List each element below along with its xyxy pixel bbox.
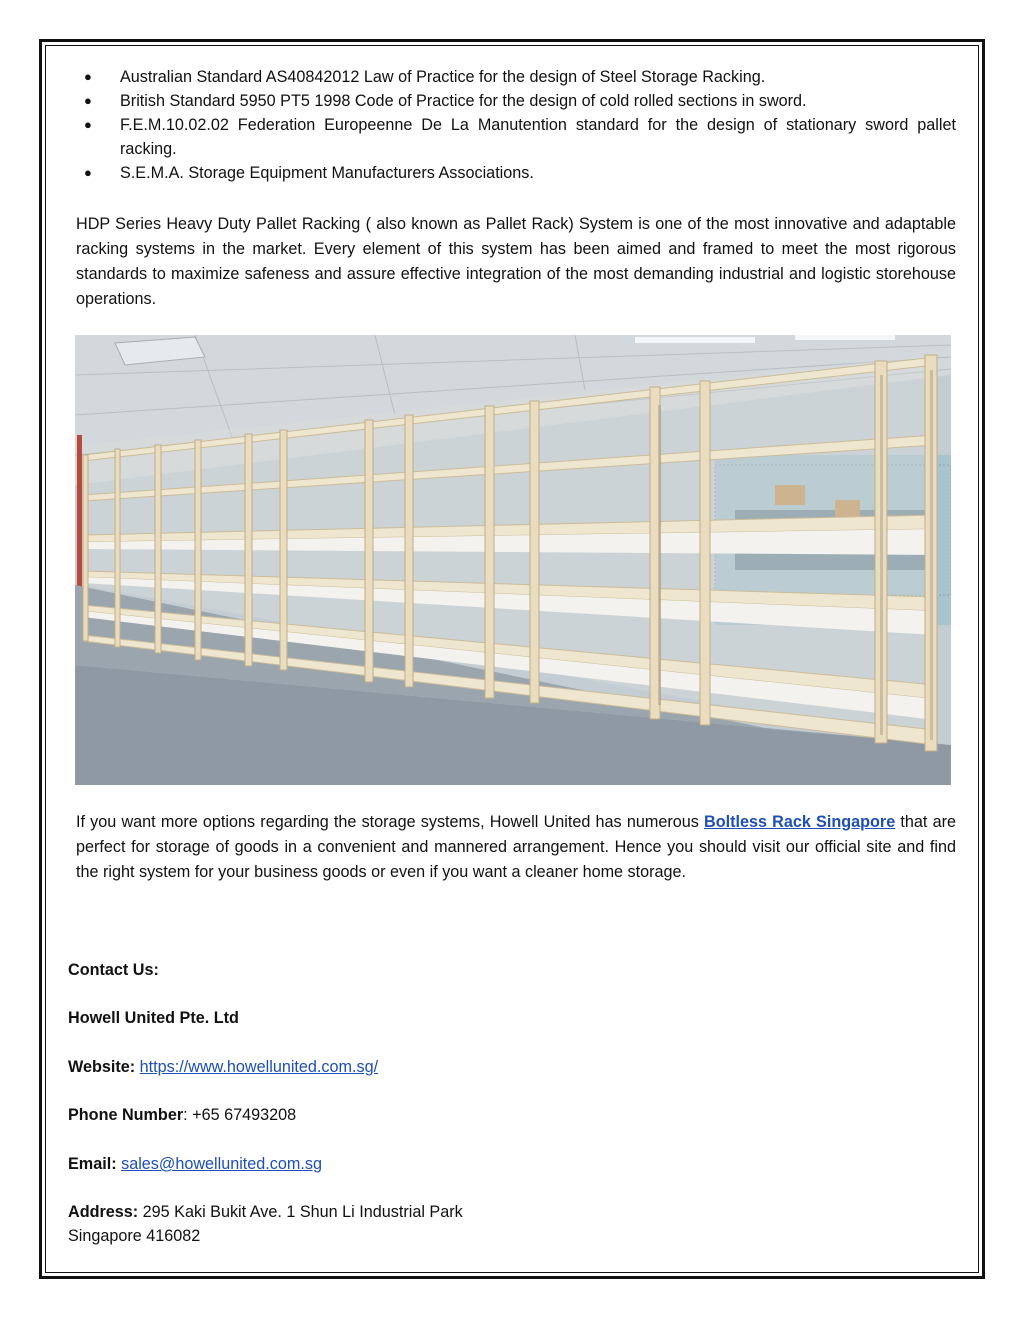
address-block bbox=[68, 1200, 463, 1248]
phone-label: Phone Number bbox=[68, 1106, 184, 1124]
list-item: ● S.E.M.A. Storage Equipment Manufacturers Associations. bbox=[76, 161, 956, 185]
address-label: Address: bbox=[68, 1203, 139, 1221]
boltless-rack-link[interactable]: Boltless Rack Singapore bbox=[704, 813, 896, 831]
email-link[interactable]: sales@howellunited.com.sg bbox=[121, 1155, 322, 1173]
list-item: ● Australian Standard AS40842012 Law of Practice for the design of Steel Storage Racking. bbox=[76, 65, 956, 89]
options-paragraph: If you want more options regarding the storage systems, Howell United has numerous Boltless Rack Singapore that are perfect for storage of goods in a convenient and mannered arrangement. Hence you should visit our official site and find the right system for your business goods or even if you want a cleaner home storage. bbox=[76, 813, 956, 881]
company-name: Howell United Pte. Ltd bbox=[68, 1009, 239, 1027]
address-line-1: 295 Kaki Bukit Ave. 1 Shun Li Industrial Park bbox=[138, 1203, 463, 1221]
pallet-racking-photo bbox=[75, 335, 951, 785]
phone-line bbox=[68, 1103, 296, 1127]
website-label: Website: bbox=[68, 1058, 136, 1076]
bullet-icon: ● bbox=[84, 165, 92, 180]
website-line bbox=[68, 1055, 378, 1079]
phone-value: : +65 67493208 bbox=[183, 1106, 297, 1124]
list-item: ● F.E.M.10.02.02 Federation Europeenne De La Manutention standard for the design of stationary sword pallet racking. bbox=[76, 113, 956, 161]
email-line bbox=[68, 1152, 322, 1176]
list-item: ● British Standard 5950 PT5 1998 Code of Practice for the design of cold rolled sections in sword. bbox=[76, 89, 956, 113]
contact-heading: Contact Us: bbox=[68, 961, 159, 979]
website-link[interactable]: https://www.howellunited.com.sg/ bbox=[139, 1058, 379, 1076]
bullet-icon: ● bbox=[84, 93, 92, 108]
bullet-icon: ● bbox=[84, 69, 92, 84]
address-line-2: Singapore 416082 bbox=[68, 1227, 201, 1245]
bullet-icon: ● bbox=[84, 117, 92, 132]
email-label: Email: bbox=[68, 1155, 117, 1173]
standards-list bbox=[76, 65, 979, 185]
intro-paragraph: HDP Series Heavy Duty Pallet Racking ( also known as Pallet Rack) System is one of the most innovative and adaptable racking systems in the market. Every element of this system has been aimed and framed to meet the most rigorous standards to maximize safeness and assure effective integration of the most demanding industrial and logistic storehouse operations. bbox=[76, 215, 956, 308]
